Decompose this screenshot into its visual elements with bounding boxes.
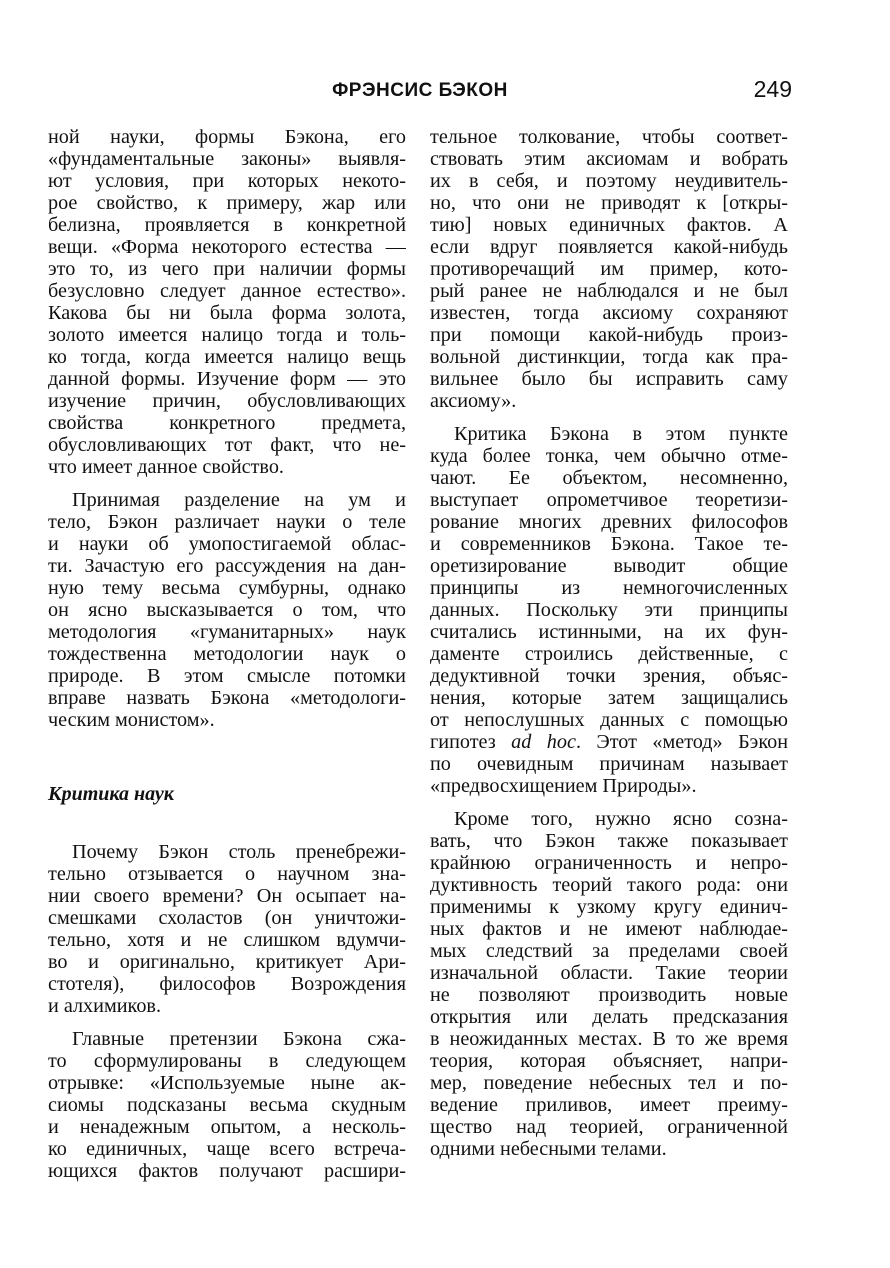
text-run: гипотез: [430, 731, 512, 753]
text-line: но, что они не приводят к [откры-: [430, 192, 788, 214]
text-line: это то, из чего при наличии формы: [48, 258, 406, 280]
text-line: не позволяют производить новые: [430, 984, 788, 1006]
text-line: вольной дистинкции, тогда как пра-: [430, 346, 788, 368]
text-line: смешками схоластов (он уничтожи-: [48, 907, 406, 929]
text-line: тельно отзывается о научном зна-: [48, 863, 406, 885]
text-run: . Этот «метод» Бэкон: [575, 731, 788, 753]
text-line: во и оригинально, критикует Ари-: [48, 951, 406, 973]
text-line: изучение причин, обусловливающих: [48, 390, 406, 412]
paragraph-lines: [430, 423, 788, 731]
text-line: и алхимиков.: [48, 995, 161, 1017]
text-line: по очевидным причинам называет: [430, 753, 788, 775]
text-line: «фундаментальные законы» выявля-: [48, 148, 406, 170]
text-line: изначальной области. Такие теории: [430, 962, 788, 984]
text-line: щество над теорией, ограниченной: [430, 1116, 788, 1138]
text-line: то сформулированы в следующем: [48, 1050, 406, 1072]
text-line: ют условия, при которых некото-: [48, 170, 406, 192]
text-line: стотеля), философов Возрождения: [48, 973, 406, 995]
text-line: вправе назвать Бэкона «методологи-: [48, 687, 406, 709]
text-line: принципы из немногочисленных: [430, 577, 788, 599]
text-line: ти. Зачастую его рассуждения на дан-: [48, 555, 406, 577]
text-line: тельно, хотя и не слишком вдумчи-: [48, 929, 406, 951]
text-line: от непослушных данных с помощью: [430, 709, 788, 731]
text-line: он ясно высказывается о том, что: [48, 599, 406, 621]
text-line: Почему Бэкон столь пренебрежи-: [72, 841, 406, 863]
text-line: данных. Поскольку эти принципы: [430, 599, 788, 621]
text-line: и современников Бэкона. Такое те-: [430, 533, 788, 555]
text-line: сиомы подсказаны весьма скудным: [48, 1094, 406, 1116]
right-column: [430, 126, 788, 1171]
text-line: тело, Бэкон различает науки о теле: [48, 511, 406, 533]
left-column: [48, 126, 406, 1193]
text-line: нии своего времени? Он осыпает на-: [48, 885, 406, 907]
text-line: мер, поведение небесных тел и по-: [430, 1072, 788, 1094]
text-line: рый ранее не наблюдался и не был: [430, 280, 788, 302]
text-line: тию] новых единичных фактов. А: [430, 214, 788, 236]
paragraph: [48, 126, 406, 478]
paragraph: [430, 423, 788, 797]
italic-term: ad hoc: [511, 731, 576, 753]
text-line: свойства конкретного предмета,: [48, 412, 406, 434]
text-line: дуктивность теорий такого рода: они: [430, 874, 788, 896]
text-line: [430, 731, 788, 753]
text-line: природе. В этом смысле потомки: [48, 665, 406, 687]
text-line: противоречащий им пример, кото-: [430, 258, 788, 280]
text-line: считались истинными, на их фун-: [430, 621, 788, 643]
text-line: ных фактов и не имеют наблюдае-: [430, 918, 788, 940]
text-line: тельное толкование, чтобы соответ-: [430, 126, 788, 148]
text-line: отрывке: «Используемые ныне ак-: [48, 1072, 406, 1094]
paragraph: [48, 841, 406, 1017]
text-line: «предвосхищением Природы».: [430, 775, 697, 797]
text-line: при помощи какой-нибудь произ-: [430, 324, 788, 346]
text-line: открытия или делать предсказания: [430, 1006, 788, 1028]
text-line: Какова бы ни была форма золота,: [48, 302, 406, 324]
text-line: ческим монистом».: [48, 709, 215, 731]
text-line: выступает опрометчивое теоретизи-: [430, 489, 788, 511]
text-line: чают. Ее объектом, несомненно,: [430, 467, 788, 489]
text-line: тождественна методологии наук о: [48, 643, 406, 665]
text-line: ко единичных, чаще всего встреча-: [48, 1138, 406, 1160]
text-line: Главные претензии Бэкона сжа-: [72, 1028, 406, 1050]
text-line: оретизирование выводит общие: [430, 555, 788, 577]
text-line: что имеет данное свойство.: [48, 456, 284, 478]
text-line: методология «гуманитарных» наук: [48, 621, 406, 643]
text-line: применимы к узкому кругу единич-: [430, 896, 788, 918]
text-line: Критика Бэкона в этом пункте: [454, 423, 788, 445]
text-line: вать, что Бэкон также показывает: [430, 830, 788, 852]
paragraph: [430, 126, 788, 412]
text-line: Кроме того, нужно ясно созна-: [454, 808, 788, 830]
text-line: нения, которые затем защищались: [430, 687, 788, 709]
paragraph: [48, 489, 406, 731]
text-line: безусловно следует данное естество».: [48, 280, 406, 302]
text-line: мых следствий за пределами своей: [430, 940, 788, 962]
text-line: куда более тонка, чем обычно отме-: [430, 445, 788, 467]
text-line: белизна, проявляется в конкретной: [48, 214, 406, 236]
text-line: вильнее было бы исправить саму: [430, 368, 788, 390]
text-line: одними небесными телами.: [430, 1138, 667, 1160]
text-line: золото имеется налицо тогда и толь-: [48, 324, 406, 346]
text-line: обусловливающих тот факт, что не-: [48, 434, 406, 456]
text-line: данной формы. Изучение форм — это: [48, 368, 406, 390]
text-line: известен, тогда аксиому сохраняют: [430, 302, 788, 324]
text-line: крайнюю ограниченность и непро-: [430, 852, 788, 874]
text-line: аксиому».: [430, 390, 517, 412]
text-line: ствовать этим аксиомам и вобрать: [430, 148, 788, 170]
text-line: их в себя, и поэтому неудивитель-: [430, 170, 788, 192]
paragraph: [48, 1028, 406, 1182]
text-line: дедуктивной точки зрения, объяс-: [430, 665, 788, 687]
text-line: ную тему весьма сумбурны, однако: [48, 577, 406, 599]
running-head: [48, 76, 792, 106]
text-line: Принимая разделение на ум и: [72, 489, 406, 511]
text-line: ющихся фактов получают расшири-: [48, 1160, 406, 1182]
running-head-title: ФРЭНСИС БЭКОН: [332, 80, 508, 101]
text-line: ко тогда, когда имеется налицо вещь: [48, 346, 406, 368]
section-heading: Критика наук: [48, 783, 174, 805]
text-line: теория, которая объясняет, напри-: [430, 1050, 788, 1072]
page-number: 249: [753, 76, 792, 102]
text-line: даменте строились действенные, с: [430, 643, 788, 665]
paragraph: [430, 808, 788, 1160]
text-line: рование многих древних философов: [430, 511, 788, 533]
paragraph-lines: [430, 753, 788, 797]
text-line: вещи. «Форма некоторого естества —: [48, 236, 406, 258]
text-line: и науки об умопостигаемой облас-: [48, 533, 406, 555]
text-line: рое свойство, к примеру, жар или: [48, 192, 406, 214]
text-line: ной науки, формы Бэкона, его: [48, 126, 406, 148]
text-line: если вдруг появляется какой-нибудь: [430, 236, 788, 258]
text-line: и ненадежным опытом, а несколь-: [48, 1116, 406, 1138]
text-line: ведение приливов, имеет преиму-: [430, 1094, 788, 1116]
text-line: в неожиданных местах. В то же время: [430, 1028, 788, 1050]
